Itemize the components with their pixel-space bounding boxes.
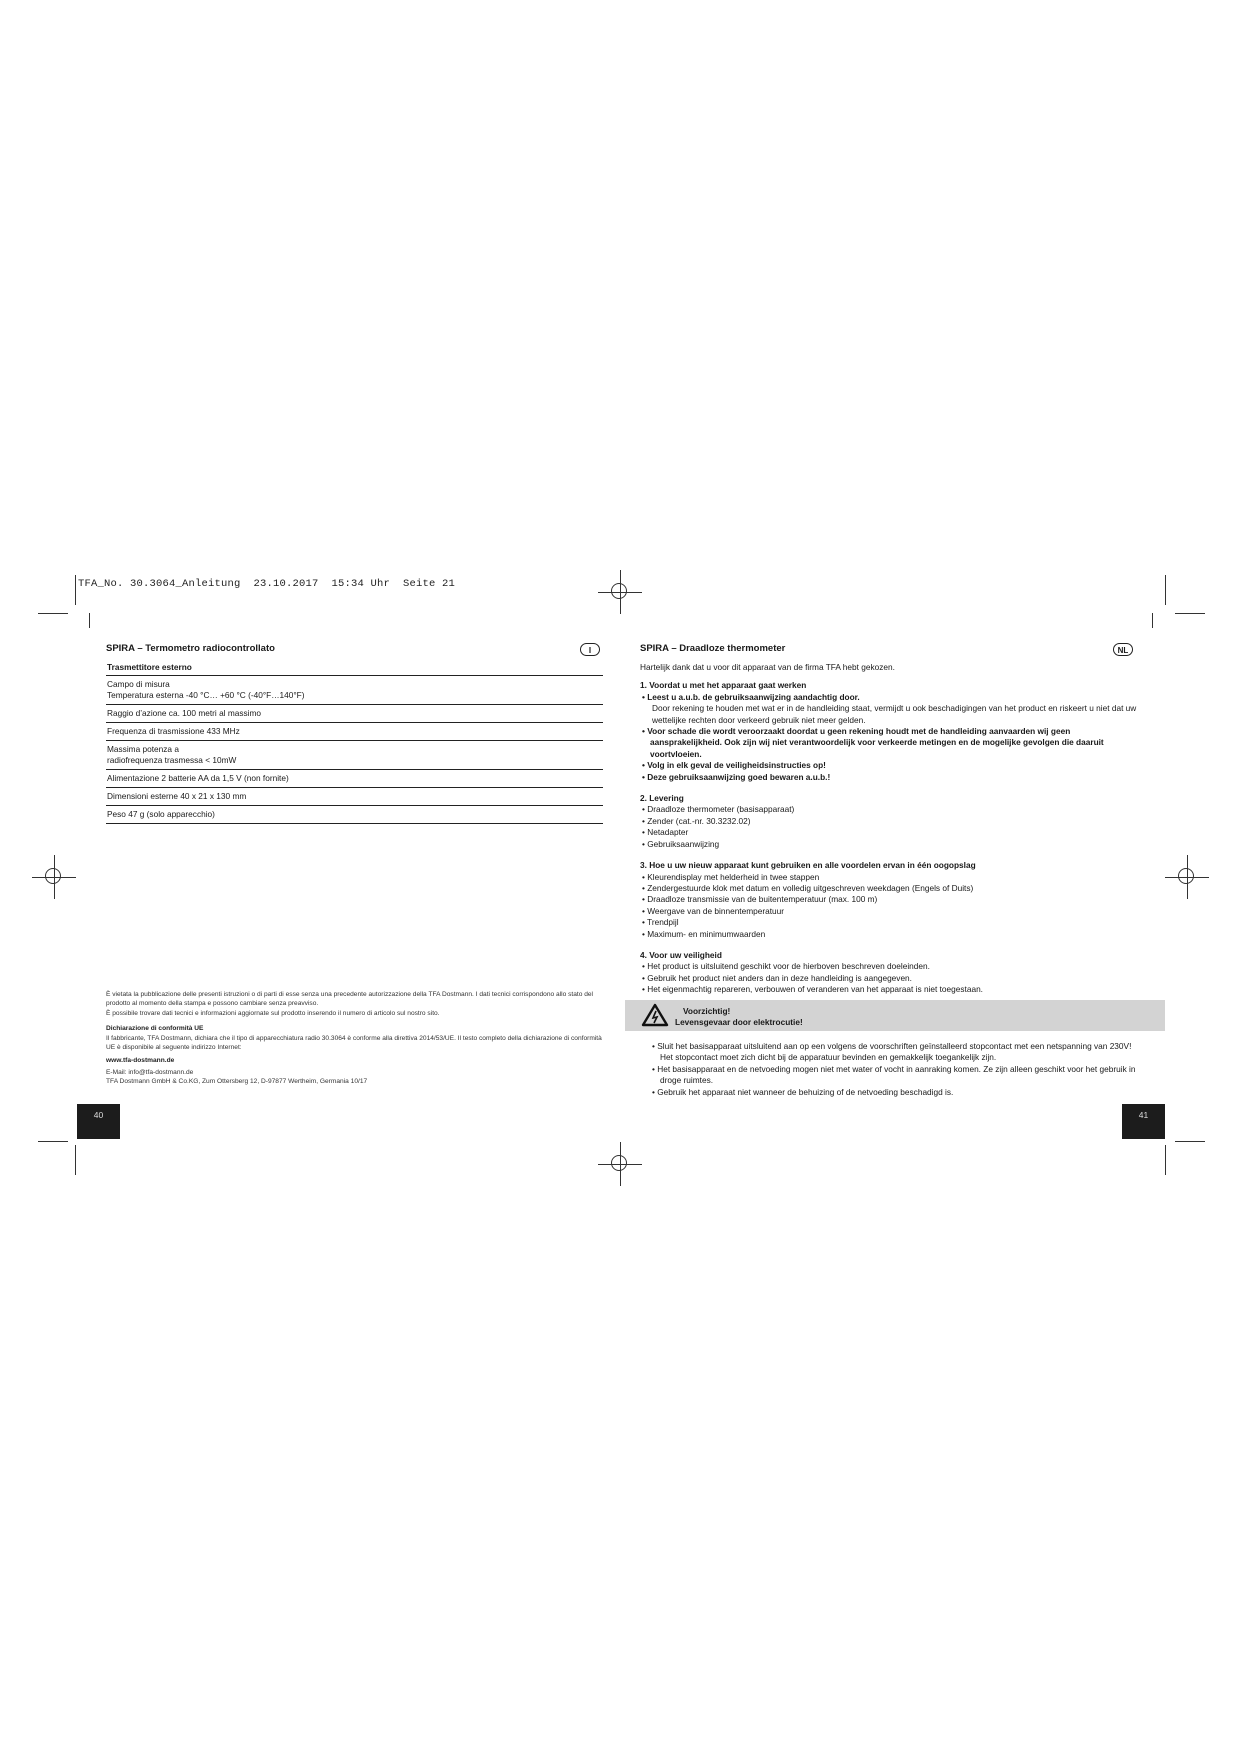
safety-list <box>640 1041 1138 1098</box>
s1-bullet: • Deze gebruiksaanwijzing goed bewaren a.u.b.! <box>642 771 831 782</box>
section-3-title: 3. Hoe u uw nieuw apparaat kunt gebruiken en alle voordelen ervan in één oogopslag <box>640 860 976 871</box>
s1-bullet: • Voor schade die wordt veroorzaakt doordat u geen rekening houdt met de handleiding aanvaarden wij geen aansprakelijkheid. Ook zijn wij niet verantwoordelijk voor verkeerde metingen en de mogelijke gevolgen die daaruit voortvloeien. <box>642 726 1104 759</box>
language-badge-dutch: NL <box>1113 643 1133 656</box>
list-item: • Draadloze thermometer (basisapparaat) <box>642 804 795 815</box>
s1-bullet: • Leest u a.u.b. de gebruiksaanwijzing aandachtig door. <box>642 691 860 702</box>
left-footer <box>106 990 606 1087</box>
crop-mark <box>1165 575 1166 605</box>
list-item: • Het eigenmachtig repareren, verbouwen of veranderen van het apparaat is niet toegestaan. <box>642 984 983 995</box>
warning-text <box>675 1006 803 1028</box>
list-item: • Zendergestuurde klok met datum en volledig uitgeschreven weekdagen (Engels of Duits) <box>642 882 974 893</box>
spec-row: Peso 47 g (solo apparecchio) <box>106 806 603 824</box>
spec-row: Raggio d’azione ca. 100 metri al massimo <box>106 705 603 723</box>
list-item: • Gebruik het apparaat niet wanneer de behuizing of de netvoeding beschadigd is. <box>652 1086 954 1097</box>
right-page-title: SPIRA – Draadloze thermometer <box>640 643 786 654</box>
list-item: • Trendpijl <box>642 917 679 928</box>
email-text: E-Mail: info@tfa-dostmann.de <box>106 1068 194 1076</box>
page-number-left: 40 <box>77 1104 120 1139</box>
list-item: • Draadloze transmissie van de buitentemperatuur (max. 100 m) <box>642 894 878 905</box>
section-4-title: 4. Voor uw veiligheid <box>640 949 722 960</box>
registration-mark-top <box>598 570 642 614</box>
right-page-body <box>640 662 1138 996</box>
crop-mark <box>75 1145 76 1175</box>
crop-mark <box>1152 613 1153 628</box>
list-item: • Gebruik het product niet anders dan in deze handleiding is aangegeven. <box>642 972 912 983</box>
registration-mark-left <box>32 855 76 899</box>
print-slug: TFA_No. 30.3064_Anleitung 23.10.2017 15:34 Uhr Seite 21 <box>78 578 456 590</box>
address-text: TFA Dostmann GmbH & Co.KG, Zum Ottersberg 12, D-97877 Wertheim, Germania 10/17 <box>106 1078 368 1086</box>
crop-mark <box>1175 613 1205 614</box>
language-badge-italian: I <box>580 643 600 656</box>
copyright-notice: È vietata la pubblicazione delle presenti istruzioni o di parti di esse senza una precedente autorizzazione della TFA Dostmann. I dati tecnici corrispondono allo stato del prodotto al momento della stampa e possono cambiare senza preavviso. <box>106 991 594 1008</box>
list-item: • Maximum- en minimumwaarden <box>642 928 766 939</box>
left-page-title: SPIRA – Termometro radiocontrollato <box>106 643 275 654</box>
list-item: • Gebruiksaanwijzing <box>642 838 720 849</box>
spec-row: Campo di misura Temperatura esterna -40 °C… +60 °C (-40°F…140°F) <box>106 676 603 705</box>
list-item: • Weergave van de binnentemperatuur <box>642 905 785 916</box>
list-item: • Het basisapparaat en de netvoeding mogen niet met water of vocht in aanraking komen. Ze zijn alleen geschikt voor het gebruik in droge ruimtes. <box>652 1063 1136 1086</box>
crop-mark <box>38 613 68 614</box>
page-number-right: 41 <box>1122 1104 1165 1139</box>
crop-mark <box>1165 1145 1166 1175</box>
section-2-title: 2. Levering <box>640 793 684 804</box>
conformity-title: Dichiarazione di conformità UE <box>106 1025 204 1033</box>
spec-row: Alimentazione 2 batterie AA da 1,5 V (non fornite) <box>106 770 603 788</box>
crop-mark <box>38 1141 68 1142</box>
crop-mark <box>89 613 90 628</box>
registration-mark-right <box>1165 855 1209 899</box>
intro-text: Hartelijk dank dat u voor dit apparaat van de firma TFA hebt gekozen. <box>640 662 895 672</box>
list-item: • Netadapter <box>642 827 689 838</box>
list-item: • Kleurendisplay met helderheid in twee stappen <box>642 871 820 882</box>
spec-table-header: Trasmettitore esterno <box>106 660 603 676</box>
warning-title: Voorzichtig! <box>683 1006 731 1016</box>
registration-mark-bottom <box>598 1142 642 1186</box>
s1-bullet: • Volg in elk geval de veiligheidsinstructies op! <box>642 760 826 771</box>
crop-mark <box>1175 1141 1205 1142</box>
spec-row: Massima potenza a radiofrequenza trasmessa < 10mW <box>106 741 603 770</box>
conformity-text: Il fabbricante, TFA Dostmann, dichiara che il tipo di apparecchiatura radio 30.3064 è conforme alla direttiva 2014/53/UE. Il testo completo della dichiarazione di conformità UE è disponibile al seguente indirizzo Internet: <box>106 1034 602 1052</box>
online-info-notice: È possibile trovare dati tecnici e informazioni aggiornate sul prodotto inserendo il numero di articolo sul nostro sito. <box>106 1009 440 1017</box>
spec-row: Frequenza di trasmissione 433 MHz <box>106 723 603 741</box>
list-item: • Het product is uitsluitend geschikt voor de hierboven beschreven doeleinden. <box>642 961 930 972</box>
warning-box <box>625 1000 1165 1031</box>
warning-subtitle: Levensgevaar door elektrocutie! <box>675 1017 803 1027</box>
electric-hazard-icon <box>641 1003 669 1027</box>
crop-mark <box>75 575 76 605</box>
list-item: • Zender (cat.-nr. 30.3232.02) <box>642 815 751 826</box>
s1-bullet-text: Door rekening te houden met wat er in de handleiding staat, vermijdt u ook beschadigingen van het product en riskeert u niet dat uw wettelijke rechten door verkeerd gebruik niet meer gelden. <box>652 703 1137 725</box>
spec-table <box>106 660 603 824</box>
list-item: • Sluit het basisapparaat uitsluitend aan op een volgens de voorschriften geïnstalleerd stopcontact met een netspanning van 230V! Het stopcontact moet zich dicht bij de apparatuur bevinden en gemakkelijk toegankelijk zijn. <box>652 1041 1132 1063</box>
section-1-title: 1. Voordat u met het apparaat gaat werken <box>640 680 807 691</box>
spec-row: Dimensioni esterne 40 x 21 x 130 mm <box>106 788 603 806</box>
website-link[interactable]: www.tfa-dostmann.de <box>106 1057 175 1065</box>
